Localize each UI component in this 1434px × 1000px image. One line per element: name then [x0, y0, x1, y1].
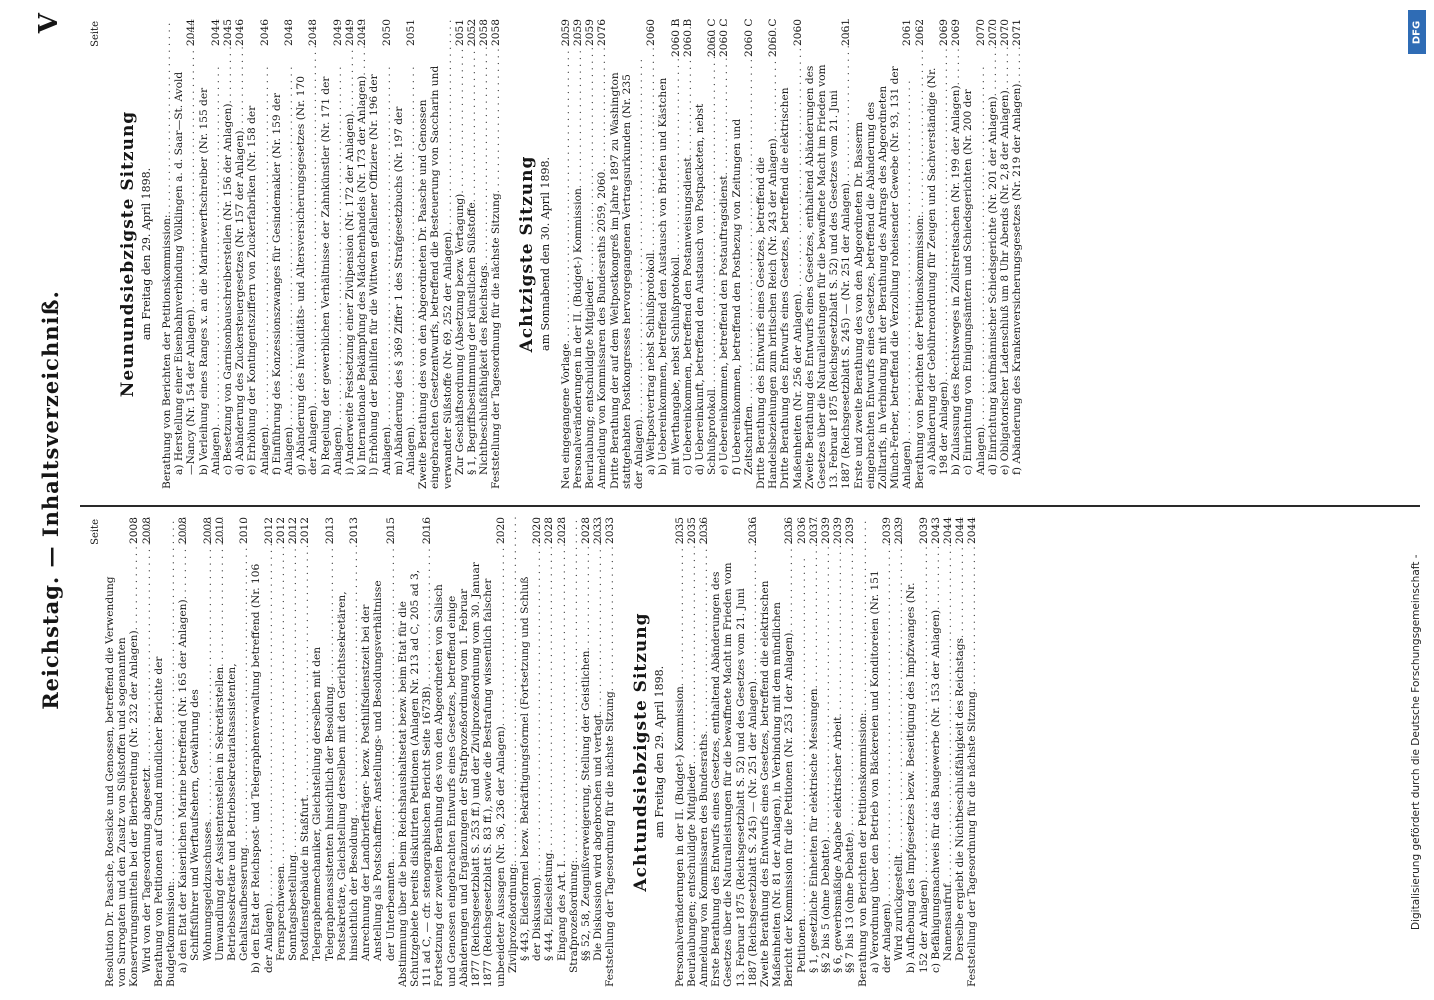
toc-entry [759, 517, 796, 987]
toc-entry [718, 19, 730, 489]
toc-entry-page: 2046 [258, 19, 271, 46]
seite-label: Seite [90, 21, 101, 47]
toc-entry-page: 2060 B [669, 19, 682, 57]
session-heading [118, 19, 153, 489]
toc-entry [609, 19, 646, 489]
toc-entry-page: 2051 [453, 19, 466, 46]
toc-entry-page: 2070 [999, 19, 1011, 46]
toc-entry-page: 2012 [262, 517, 275, 544]
toc-entry-page: 2048 [307, 19, 320, 46]
toc-entry [556, 517, 568, 987]
toc-entry-text: b) Uebereinkommen, betreffend den Austausch von Briefen und Kästchen mit Werthangabe, nebst Schlußprotokoll . . . [657, 57, 681, 489]
toc-entry [271, 19, 295, 489]
toc-entry-text: Dritte Berathung der auf dem Weltpostkongreß im Jahre 1897 zu Washington stattgehabten Postkongresses hervorgegangenen Vertragsurkunden (Nr. 235 der Anlagen) . . . [609, 57, 646, 489]
toc-entry-page: 2039 [819, 517, 832, 544]
toc-entry-page: 2069 [937, 19, 950, 46]
page-numeral: V [34, 13, 64, 34]
toc-entry [568, 517, 580, 987]
toc-entry-text: a) Weltpostvertrag nebst Schlußprotokoll . . . [645, 57, 657, 489]
toc-entry-text: Dritte Berathung des Entwurfs eines Gesetzes, betreffend die Handelsbeziehungen zum britischen Reich (Nr. 243 der Anlagen) . . . [755, 57, 779, 489]
toc-entry-text: e) Erhöhung der Kontingentsziffern von Zuckerfabriken (Nr. 158 der Anlagen) . . . [246, 57, 270, 489]
toc-entry-page: 2012 [274, 517, 287, 544]
toc-entry [914, 19, 926, 489]
toc-entry-page: 2037 [807, 517, 820, 544]
toc-entry [417, 19, 454, 489]
toc-entry [397, 517, 434, 987]
toc-entry-text: a) Verordnung über den Betrieb von Bäckereien und Konditoreien (Nr. 151 der Anlagen) . . . [869, 555, 893, 987]
seite-label: Seite [90, 519, 101, 545]
toc-entry-text: §§ 52, 58, Zeugnißverweigerung, Stellung der Geistlichen . . . [580, 555, 592, 987]
toc-entry [962, 19, 986, 489]
toc-entry [584, 19, 596, 489]
toc-entry-text: Umwandlung der Assistentenstellen in Sekretärstellen . . . [214, 555, 226, 987]
toc-entry-page: 2051 [405, 19, 418, 46]
toc-entry-text: Abstimmung über die beim Reichshaushaltsetat bezw. beim Etat für die Schutzgebiete bereits diskutirten Petitionen (Anlagen Nr. 213 ad C, 205 ad 3, 111 ad C, — cfr. stenographischen Bericht Seite 1673B) . . . [397, 555, 434, 987]
toc-entry [214, 517, 226, 987]
toc-entry [869, 517, 893, 987]
toc-entry [454, 19, 466, 489]
toc-entry-page: 2013 [323, 517, 336, 544]
toc-entry [596, 19, 608, 489]
toc-entry-text: Beurlaubungen; entschuldigte Mitglieder . . . [686, 555, 698, 987]
toc-entry-text: § 1, Begriffsbestimmung der künstlichen Süßstoffe . . . [466, 57, 478, 489]
toc-entry-text: f) Abänderung des Krankenversicherungsgesetzes (Nr. 219 der Anlagen) . . . [1011, 57, 1023, 489]
toc-entry-page: 2061 [901, 19, 914, 46]
toc-entry [153, 517, 177, 987]
toc-entry [507, 517, 519, 987]
toc-entry-text: Eingang des Art. I . . . [556, 555, 568, 987]
toc-entry [1011, 19, 1023, 489]
toc-entry-text: i) Anderweite Festsetzung einer Zivilpension (Nr. 172 der Anlagen) . . . [344, 57, 356, 489]
toc-entry-page: 2035 [673, 517, 686, 544]
toc-entry [857, 517, 869, 987]
toc-entry [433, 517, 506, 987]
toc-entry-page: 2058 [478, 19, 491, 46]
toc-entry-page: 2060 B [681, 19, 694, 57]
session-title: Achtundsiebzigste Sitzung [630, 612, 651, 892]
toc-entry-text: Sonntagsbestellung . . . [287, 555, 299, 987]
toc-entry-text: Zweite Berathung des von den Abgeordneten Dr. Paasche und Genossen eingebrachten Gesetzentwurfs, betreffend die Besteuerung von Saccharin und verwandter Süßstoffe (Nr. 69, 252 der Anlagen) . . . [417, 57, 454, 489]
toc-entry [710, 517, 759, 987]
toc-entry [950, 19, 962, 489]
toc-entry [942, 517, 954, 987]
toc-entry-text: § 444, Eidesleistung . . . [543, 555, 555, 987]
toc-entry-page: 2052 [466, 19, 479, 46]
left-entries-a [104, 517, 617, 987]
toc-entry-text: Feststellung der Tagesordnung für die nächste Sitzung . . . [604, 555, 616, 987]
toc-entry-page: 2059 [559, 19, 572, 46]
toc-entry [832, 517, 844, 987]
toc-entry [698, 517, 710, 987]
toc-entry-text: b) Verleihung eines Ranges x. an die Marinewerftschreiber (Nr. 155 der Anlagen) . . . [198, 57, 222, 489]
toc-entry-page: 2035 [685, 517, 698, 544]
toc-entry [275, 517, 287, 987]
toc-entry [999, 19, 1011, 489]
toc-entry-page: 2010 [238, 517, 251, 544]
toc-entry [226, 517, 250, 987]
toc-entry [177, 517, 189, 987]
toc-entry-text: Beurlaubung; entschuldigte Mitglieder . . . [584, 57, 596, 489]
toc-entry-page: 2071 [1011, 19, 1024, 46]
toc-entry [674, 517, 686, 987]
right-entries-b [560, 19, 1024, 489]
toc-entry-text: Feststellung der Tagesordnung für die nächste Sitzung . . . [966, 555, 978, 987]
toc-entry-page: 2061 [840, 19, 853, 46]
toc-entry [360, 517, 397, 987]
toc-entry-text: k) Internationale Bekämpfung des Mädchenhandels (Nr. 173 der Anlagen) . . . [356, 57, 368, 489]
left-entries-b [674, 517, 979, 987]
toc-entry-text: d) Uebereinkunft, betreffend den Austausch von Postpacketen, nebst Schlußprotokoll . . . [694, 57, 718, 489]
toc-entry [222, 19, 234, 489]
toc-entry [173, 19, 197, 489]
toc-entry-text: Fortsetzung der zweiten Berathung des von den Abgeordneten von Salisch und Genossen eingebrachten Entwurfs eines Gesetzes, betreffend einige Abänderungen und Ergänzungen der Strafprozeßordnung vom 1. Februar 1877 (Reichsgesetzblatt S. 253 ff.) und der Zivilprozeßordnung vom 30. Januar 1877 (Reichsgesetzblatt S. 83 ff.), sowie die Bestrafung wissentlich falscher unbeeideter Aussagen (Nr. 36, 236 der Anlagen) . . . [433, 555, 506, 987]
toc-entry-text: Erste und zweite Berathung des von den Abgeordneten Dr. Basserm eingebrachten Entwurfs eines Gesetzes, betreffend die Abänderung des Zolltarifs, in Verbindung mit der Berathung des Antrags des Abgeordneten Münch-Ferber, betreffend die Verzollung roheisender Gewebe (Nr. 93, 131 der Anlagen) . . . [853, 57, 914, 489]
toc-entry-text: a) den Etat der Kaiserlichen Marine betreffend (Nr. 165 der Anlagen) . . . [177, 555, 189, 987]
toc-entry-text: Berathung von Berichten der Petitionskommission: . . . [914, 57, 926, 489]
toc-entry-page: 2045 [222, 19, 235, 46]
session-heading [517, 19, 552, 489]
toc-entry-page: 2039 [844, 517, 857, 544]
toc-entry [954, 517, 966, 987]
toc-entry-page: 2039 [917, 517, 930, 544]
toc-entry-text: Feststellung der Tagesordnung für die nächste Sitzung . . . [490, 57, 502, 489]
toc-entry-page: 2012 [299, 517, 312, 544]
toc-entry [657, 19, 681, 489]
toc-entry-page: 2060 C [718, 19, 731, 57]
toc-entry-text: Schiffsführer und Werftaufsehern, Gewährung des Wohnungsgeldzuschusses . . . [189, 555, 213, 987]
toc-entry-page: 2008 [201, 517, 214, 544]
page-header [30, 5, 80, 995]
toc-entry [234, 19, 246, 489]
toc-entry-page: 2039 [832, 517, 845, 544]
toc-entry-text: e) Uebereinkommen, betreffend den Postauftragsdienst . . . [718, 57, 730, 489]
toc-entry-text: h) Regelung der gewerblichen Verhältnisse der Zahnkünstler (Nr. 171 der Anlagen) . . . [320, 57, 344, 489]
toc-entry-page: 2008 [128, 517, 141, 544]
toc-entry-text: f) Einführung des Konzessionszwanges für Gesindemakler (Nr. 159 der Anlagen) . . . [271, 57, 295, 489]
toc-entry-page: 2020 [494, 517, 507, 544]
toc-entry-page: 2069 [950, 19, 963, 46]
toc-entry [466, 19, 478, 489]
toc-entry-text: d) Abänderung des Zuckersteuergesetzes (Nr. 157 der Anlagen) . . . [234, 57, 246, 489]
toc-entry [336, 517, 360, 987]
toc-entry-page: 2043 [929, 517, 942, 544]
toc-entry-text: a) Abänderung der Gebührenordnung für Zeugen und Sachverständige (Nr. 198 der Anlagen) . . . [926, 57, 950, 489]
toc-entry-page: 2016 [421, 517, 434, 544]
session-date: am Freitag den 29. April 1898. [140, 167, 153, 341]
toc-entry-page: 2070 [974, 19, 987, 46]
column-divider [80, 505, 1420, 507]
toc-entry [686, 517, 698, 987]
toc-entry-text: b) Aufhebung des Impfgesetzes bezw. Beseitigung des Impfzwanges (Nr. 152 der Anlagen) . . . [905, 555, 929, 987]
toc-entry-page: 2049 [344, 19, 357, 46]
toc-entry-text: Berathung von Berichten der Petitionskommission: . . . [161, 57, 173, 489]
toc-entry-text: m) Abänderung des § 369 Ziffer 1 des Strafgesetzbuchs (Nr. 197 der Anlagen) . . . [393, 57, 417, 489]
toc-entry [490, 19, 502, 489]
toc-entry [356, 19, 368, 489]
toc-entry [804, 19, 853, 489]
toc-entry [604, 517, 616, 987]
toc-entry-page: 2012 [287, 517, 300, 544]
toc-entry [141, 517, 153, 987]
toc-entry-page: 2039 [880, 517, 893, 544]
right-column [90, 19, 1410, 489]
toc-entry [104, 517, 141, 987]
toc-entry [820, 517, 832, 987]
toc-entry-text: Zweite Berathung des Entwurfs eines Gesetzes, betreffend die elektrischen Maßeinheiten (Nr. 81 der Anlagen), in Verbindung mit dem mündlichen Bericht der Kommission für die Petitionen (Nr. 253 I der Anlagen) . . . [759, 555, 796, 987]
toc-entry-page: 2013 [348, 517, 361, 544]
toc-entry-text: a) Herstellung einer Eisenbahnverbindung Völklingen a. d. Saar—St. Avold—Nancy (Nr. 154 der Anlagen) . . . [173, 57, 197, 489]
toc-entry-text: Anmeldung von Kommissaren des Bundesraths 2059, 2060 . . . [596, 57, 608, 489]
index-page [20, 5, 1420, 995]
toc-entry-page: 2015 [384, 517, 397, 544]
toc-entry-text: Wird zurückgestellt . . . [893, 555, 905, 987]
toc-entry-page: 2050 [380, 19, 393, 46]
toc-entry-page: 2028 [555, 517, 568, 544]
toc-entry-text: Personalveränderungen in der II. (Budget-) Kommission . . . [674, 555, 686, 987]
toc-entry-text: Telegraphenmechaniker, Gleichstellung derselben mit den Telegraphenassistenten hinsichtlich der Besoldung . . . [311, 555, 335, 987]
digitization-sidebar [1406, 8, 1430, 992]
toc-entry [320, 19, 344, 489]
toc-entry-text: f) Uebereinkommen, betreffend den Postbezug von Zeitungen und Zeitschriften . . . [731, 57, 755, 489]
running-title: Reichstag. — Inhaltsverzeichniß. [38, 290, 63, 710]
toc-entry-page: 2059 [584, 19, 597, 46]
toc-entry-page: 2008 [140, 517, 153, 544]
funding-credit: Digitalisierung gefördert durch die Deutsche Forschungsgemeinschaft - [1410, 554, 1422, 930]
toc-entry-text: c) Befähigungsnachweis für das Baugewerbe (Nr. 153 der Anlagen) . . . [930, 555, 942, 987]
toc-entry-page: 2044 [185, 19, 198, 46]
toc-entry-page: 2039 [893, 517, 906, 544]
toc-entry-text: Dritte Berathung des Entwurfs eines Gesetzes, betreffend die elektrischen Maßeinheiten (Nr. 256 der Anlagen) . . . [779, 57, 803, 489]
toc-entry-text: Die Diskussion wird abgebrochen und vertagt . . . [592, 555, 604, 987]
toc-entry [311, 517, 335, 987]
toc-entry [755, 19, 779, 489]
toc-entry-text: g) Abänderung des Invaliditäts- und Altersversicherungsgesetzes (Nr. 170 der Anlagen) . . . [295, 57, 319, 489]
toc-entry-page: 2060 C [767, 19, 780, 57]
right-entries-a [161, 19, 503, 489]
toc-entry [198, 19, 222, 489]
toc-entry-page: 2020 [531, 517, 544, 544]
toc-entry-page: 2059 [571, 19, 584, 46]
toc-entry-text: Nichtbeschlußfähigkeit des Reichstags . . . [478, 57, 490, 489]
toc-entry-text: Personalveränderungen in der II. (Budget-) Kommission . . . [572, 57, 584, 489]
toc-entry-page: 2060 [791, 19, 804, 46]
toc-entry-text: Betriebssekretäre und Betriebssekretariatsassistenten, Gehaltsaufbesserung . . . [226, 555, 250, 987]
toc-entry-text: c) Uebereinkommen, betreffend den Postanweisungsdienst . . . [682, 57, 694, 489]
toc-entry-page: 2028 [579, 517, 592, 544]
toc-entry [560, 19, 572, 489]
toc-entry-text: Neu eingegangene Vorlage . . . [560, 57, 572, 489]
toc-entry-page: 2044 [966, 517, 979, 544]
toc-entry [645, 19, 657, 489]
toc-entry [572, 19, 584, 489]
toc-entry [853, 19, 914, 489]
toc-entry-page: 2028 [543, 517, 556, 544]
toc-entry [808, 517, 820, 987]
session-title: Achtzigste Sitzung [516, 155, 537, 353]
toc-entry-text: Namensaufruf . . . [942, 555, 954, 987]
toc-entry [295, 19, 319, 489]
toc-entry-page: 2044 [954, 517, 967, 544]
toc-entry-text: Wird von der Tagesordnung abgesetzt . . . [141, 555, 153, 987]
toc-entry-text: § 6, gewerbsmäßige Abgabe elektrischer Arbeit . . . [832, 555, 844, 987]
toc-entry-text: Anmeldung von Kommissaren des Bundesraths . . . [698, 555, 710, 987]
toc-entry-text: Zur Geschäftsordnung (Absetzung bezw. Vertagung) . . . [454, 57, 466, 489]
toc-entry-text: Fernsprechwesen . . . [275, 555, 287, 987]
toc-entry [694, 19, 718, 489]
left-column [90, 517, 1410, 987]
toc-entry [543, 517, 555, 987]
toc-entry-text: Postsekretäre, Gleichstellung derselben mit den Gerichtssekretären, hinsichtlich der Besoldung . . . [336, 555, 360, 987]
toc-entry-text: §§ 7 bis 13 (ohne Debatte) . . . [844, 555, 856, 987]
toc-entry [796, 517, 808, 987]
toc-entry-text: § 443, Eidesformel bezw. Bekräftigungsformel (Fortsetzung und Schluß der Diskussion) . . . [519, 555, 543, 987]
toc-entry [344, 19, 356, 489]
toc-entry [189, 517, 213, 987]
toc-entry [905, 517, 929, 987]
toc-entry [393, 19, 417, 489]
toc-entry-text: d) Einrichtung kaufmännischer Schiedsgerichte (Nr. 201 der Anlagen) . . . [987, 57, 999, 489]
session-heading [631, 517, 666, 987]
toc-entry-text: Petitionen . . . [796, 555, 808, 987]
toc-entry-page: 2008 [177, 517, 190, 544]
toc-entry [246, 19, 270, 489]
toc-entry-text: c) Einrichtung von Einigungsämtern und Schiedsgerichten (Nr. 200 der Anlagen) . . . [962, 57, 986, 489]
toc-entry-page: 2060 C [706, 19, 719, 57]
toc-entry-text: b) Zulassung des Rechtsweges in Zollstreitsachen (Nr. 199 der Anlagen) . . . [950, 57, 962, 489]
toc-entry [368, 19, 392, 489]
toc-entry-page: 2070 [986, 19, 999, 46]
toc-entry [731, 19, 755, 489]
toc-entry-page: 2044 [942, 517, 954, 544]
toc-entry [966, 517, 978, 987]
toc-entry-page: 2036 [795, 517, 808, 544]
toc-entry-page: 2010 [213, 517, 226, 544]
session-date: am Freitag den 29. April 1898. [652, 665, 666, 839]
toc-entry-text: Strafprozeßordnung: . . . [568, 555, 580, 987]
toc-entry-text: § 1, gesetzliche Einheiten für elektrische Messungen . . . [808, 555, 820, 987]
toc-entry [926, 19, 950, 489]
toc-entry-page: 2033 [604, 517, 617, 544]
toc-entry [580, 517, 592, 987]
toc-entry [299, 517, 311, 987]
toc-entry [987, 19, 999, 489]
toc-entry-text: Anrechnung der Landbriefträger- bezw. Posthilfsdienstzeit bei der Anstellung als Postschaffner: Anstellungs- und Besoldungsverhältnisse der Unterbeamten . . . [360, 555, 397, 987]
toc-entry-page: 2060 C [742, 19, 755, 57]
toc-entry-text: b) den Etat der Reichspost- und Telegraphenverwaltung betreffend (Nr. 106 der Anlagen) . . . [250, 555, 274, 987]
toc-entry-text: Erste Berathung des Entwurfs eines Gesetzes, enthaltend Abänderungen des Gesetzes über die Naturalleistungen für die bewaffnete Macht im Frieden vom 13. Februar 1875 (Reichsgesetzblatt S. 52) und des Gesetzes vom 21. Juni 1887 (Reichsgesetzblatt S. 245) — (Nr. 251 der Anlagen) . . . [710, 555, 759, 987]
toc-entry-page: 2044 [209, 19, 222, 46]
session-date: am Sonnabend den 30. April 1898. [538, 157, 552, 351]
toc-entry-page: 2036 [746, 517, 759, 544]
toc-entry [287, 517, 299, 987]
toc-entry-page: 2062 [913, 19, 926, 46]
toc-entry-text: Resolution Dr. Paasche, Roesicke und Genossen, betreffend die Verwendung von Surrogaten und den Zusatz von Süßstoffen und sogenannten Konservirungsmitteln bei der Bierbereitung (Nr. 232 der Anlagen) . . . [104, 555, 141, 987]
toc-entry-page: 2076 [596, 19, 609, 46]
toc-entry-page: 2060 [645, 19, 658, 46]
toc-entry-page: 2049 [331, 19, 344, 46]
toc-entry [893, 517, 905, 987]
toc-entry [161, 19, 173, 489]
toc-entry-text: Berathung von Berichten der Petitionskommission: . . . [857, 555, 869, 987]
toc-entry-text: Derselbe ergiebt die Nichtbeschlußfähigkeit des Reichstags . . . [954, 555, 966, 987]
toc-entry-page: 2049 [356, 19, 369, 46]
toc-entry [519, 517, 543, 987]
toc-entry-page: 2036 [783, 517, 796, 544]
session-title: Neunundsiebzigste Sitzung [118, 110, 138, 398]
toc-entry-text: §§ 2 bis 5 (ohne Debatte) . . . [820, 555, 832, 987]
toc-entry-text: Postdienstgebäude in Staßfurt . . . [299, 555, 311, 987]
toc-entry [930, 517, 942, 987]
dfg-logo: DFG [1408, 10, 1426, 54]
toc-entry [844, 517, 856, 987]
toc-entry [592, 517, 604, 987]
toc-entry-text: Berathung von Petitionen auf Grund mündlicher Berichte der Budgetkommission: . . . [153, 555, 177, 987]
toc-entry-text: Zweite Berathung des Entwurfs eines Gesetzes, enthaltend Abänderungen des Gesetzes über die Naturalleistungen für die bewaffnete Macht im Frieden vom 13. Februar 1875 (Reichsgesetzblatt S. 52) und des Gesetzes vom 21. Juni 1887 (Reichsgesetzblatt S. 245) — (Nr. 251 der Anlagen) . . . [804, 57, 853, 489]
toc-entry [779, 19, 803, 489]
toc-entry [478, 19, 490, 489]
toc-entry-page: 2033 [592, 517, 605, 544]
toc-entry-page: 2058 [490, 19, 503, 46]
toc-entry-page: 2046 [234, 19, 247, 46]
toc-entry [250, 517, 274, 987]
toc-entry-text: e) Obligatorischer Ladenschluß um 8 Uhr Abends (Nr. 2,8 der Anlagen) . . . [999, 57, 1011, 489]
toc-entry-page: 2036 [697, 517, 710, 544]
toc-entry-text: c) Besetzung von Garnisonbauschreiberstellen (Nr. 156 der Anlagen) . . . [222, 57, 234, 489]
toc-entry-text: Zivilprozeßordnung: . . . [507, 555, 519, 987]
toc-entry-page: 2048 [283, 19, 296, 46]
toc-entry [682, 19, 694, 489]
toc-entry-text: l) Erhöhung der Beihilfen für die Wittwen gefallener Offiziere (Nr. 196 der Anlagen) . . . [368, 57, 392, 489]
